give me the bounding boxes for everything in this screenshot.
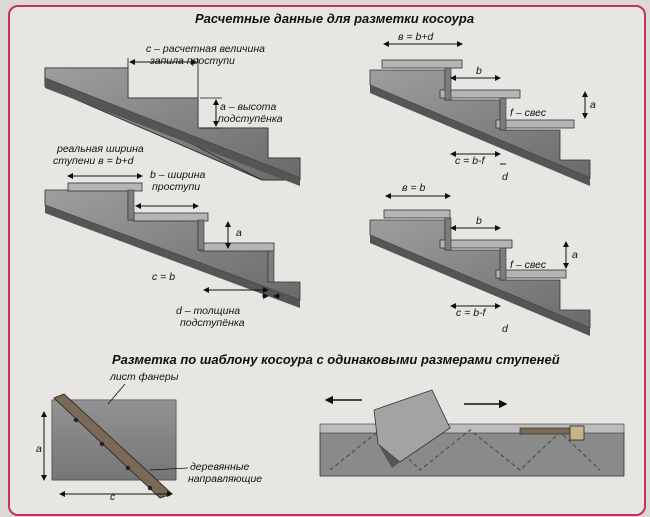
d5-label-sheet: лист фанеры — [110, 371, 179, 383]
d4-label-d: d — [502, 323, 508, 335]
d2-label-a: a — [236, 227, 242, 239]
d3-label-top: в = b+d — [398, 31, 434, 43]
d1-label-c: c – расчетная величина — [146, 43, 265, 55]
heading-top: Расчетные данные для разметки косоура — [195, 11, 475, 26]
d3-label-b: b — [476, 65, 482, 77]
d1-label-a: a – высота — [220, 101, 277, 113]
d5-label-a: a — [36, 443, 42, 455]
d3-label-d: d — [502, 171, 508, 183]
d1-label-c2: запила проступи — [150, 55, 235, 67]
stringer-diagram-3 — [370, 31, 596, 186]
d5-label-c: c — [110, 491, 116, 503]
d2-label-b2: проступи — [152, 181, 201, 193]
d3-label-a: a — [590, 99, 596, 111]
heading-bottom: Разметка по шаблону косоура с одинаковыми размерами ступеней — [112, 352, 560, 367]
stringer-diagram-4 — [370, 182, 590, 336]
d1-label-a2: подступёнка — [218, 113, 283, 125]
board-marking-diagram — [320, 390, 624, 476]
d2-label-d: d – толщина — [176, 305, 241, 317]
d4-label-c: c = b-f — [456, 307, 486, 319]
d2-label-real: реальная ширина — [57, 143, 144, 155]
d2-label-c: c = b — [152, 271, 176, 283]
d3-label-f: f – свес — [510, 107, 547, 119]
d4-label-top: в = b — [402, 182, 426, 194]
d2-label-real2: ступени в = b+d — [53, 155, 134, 167]
d5-label-guides2: направляющие — [188, 473, 263, 485]
d5-label-guides: деревянные — [190, 461, 250, 473]
d4-label-a: a — [572, 249, 578, 261]
template-diagram — [36, 371, 262, 503]
d2-label-d2: подступёнка — [180, 317, 245, 329]
d4-label-b: b — [476, 215, 482, 227]
d4-label-f: f – свес — [510, 259, 547, 271]
d2-label-b: b – ширина — [150, 169, 206, 181]
d3-label-c: c = b-f — [455, 155, 485, 167]
